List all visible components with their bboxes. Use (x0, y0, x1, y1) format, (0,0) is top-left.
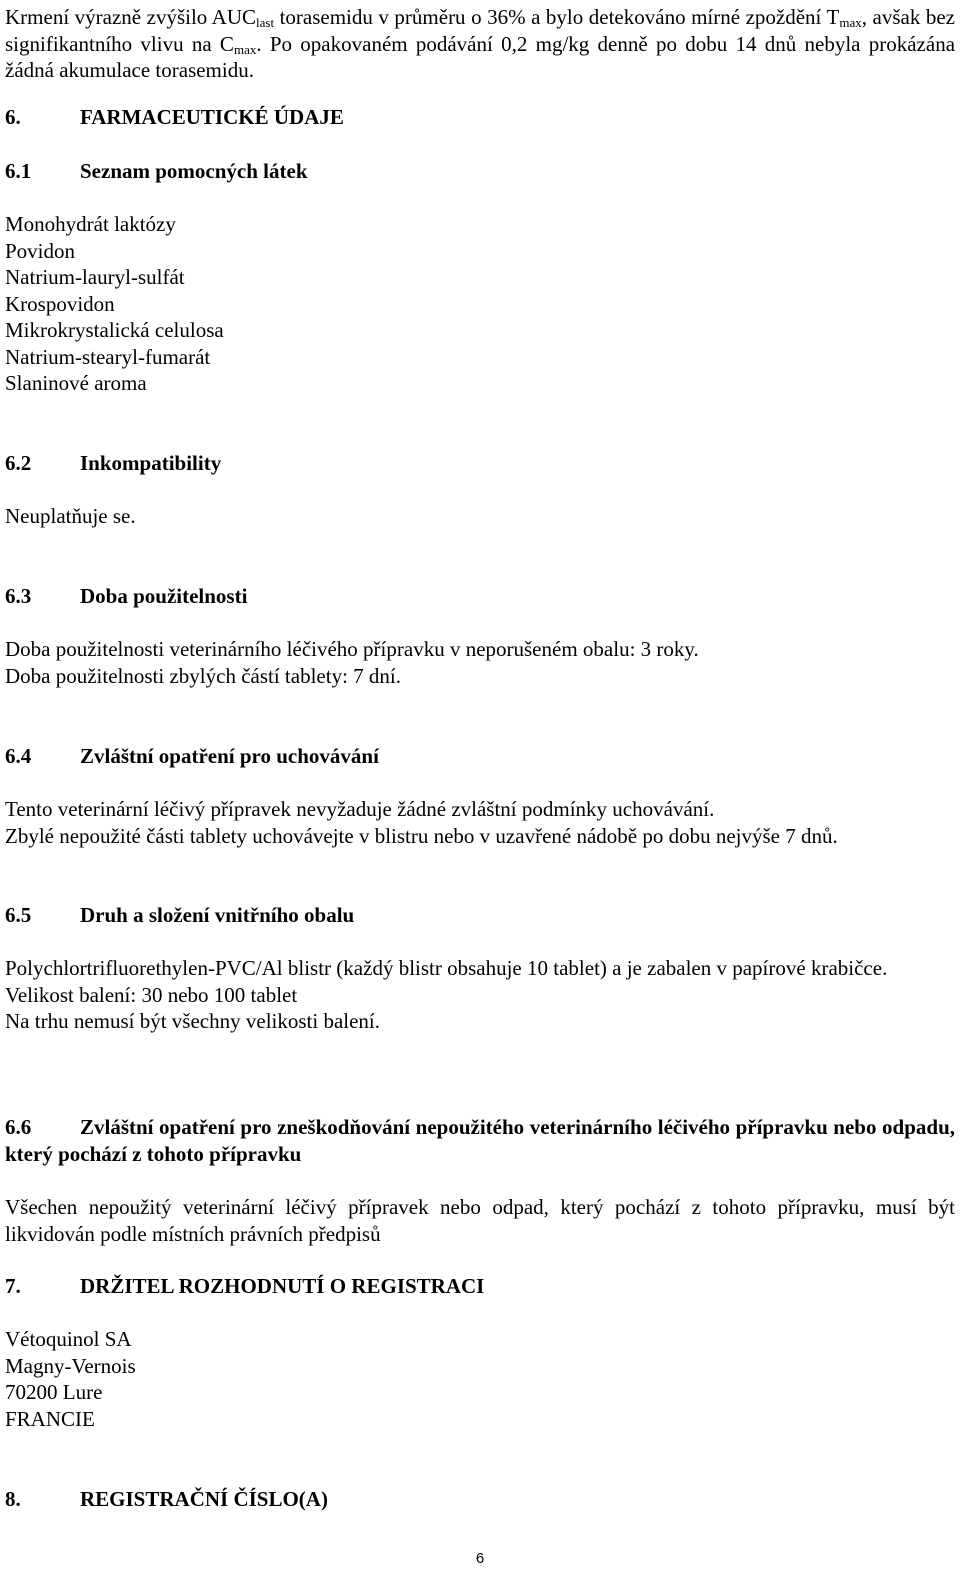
section-6-2-heading: 6.2 Inkompatibility (5, 451, 222, 475)
incompatibility-text: Neuplatňuje se. (5, 504, 136, 528)
section-6-1-heading: 6.1 Seznam pomocných látek (5, 159, 308, 183)
section-6-heading: 6. FARMACEUTICKÉ ÚDAJE (5, 105, 344, 129)
excipient-item: Monohydrát laktózy (5, 212, 176, 236)
excipient-item: Krospovidon (5, 291, 115, 316)
section-6-6-heading: 6.6 Zvláštní opatření pro zneškodňování nepoužitého veterinárního léčivého přípravku nebo odpadu, který pochází z tohoto přípravku (5, 1115, 955, 1166)
section-6-3-heading: 6.3 Doba použitelnosti (5, 584, 248, 608)
excipient-item: Mikrokrystalická celulosa (5, 318, 224, 342)
section-7-heading: 7. DRŽITEL ROZHODNUTÍ O REGISTRACI (5, 1274, 485, 1298)
holder-address: Vétoquinol SA Magny-Vernois 70200 Lure FRANCIE (5, 1327, 136, 1431)
section-6-5-heading: 6.5 Druh a složení vnitřního obalu (5, 903, 355, 927)
section-6-4-heading: 6.4 Zvláštní opatření pro uchovávání (5, 744, 379, 768)
excipient-item: Natrium-lauryl-sulfát (5, 265, 185, 289)
excipient-item: Povidon (5, 238, 76, 263)
shelf-life-text: Doba použitelnosti veterinárního léčivého přípravku v neporušeném obalu: 3 roky. Doba použitelnosti zbylých částí tablety: 7 dní. (5, 637, 699, 688)
excipient-item: Slaninové aroma (5, 371, 147, 395)
intro-paragraph: Krmení výrazně zvýšilo $AUC_{last}$ torasemidu v průměru o 36% a bylo detekováno mírné zpoždění $T_{max}$, avšak bez signifikantního vlivu na $C_{max}$. Po opakovaném podávání 0,2 mg/kg denně po dobu 14 dnů nebyla prokázána žádná akumulace torasemidu. (5, 5, 956, 82)
storage-text: Tento veterinární léčivý přípravek nevyžaduje žádné zvláštní podmínky uchovávání. Zbylé nepoužité části tablety uchovávejte v blistru nebo v uzavřené nádobě po dobu nejvýše 7 dnů. (5, 797, 838, 848)
disposal-text: Všechen nepoužitý veterinární léčivý přípravek nebo odpad, který pochází z tohoto přípravku, musí být likvidován podle místních právních předpisů (5, 1195, 955, 1246)
excipient-item: Natrium-stearyl-fumarát (5, 344, 211, 369)
packaging-text: Polychlortrifluorethylen-PVC/Al blistr (každý blistr obsahuje 10 tablet) a je zabalen v papírové krabičce. Velikost balení: 30 nebo 100 tablet Na trhu nemusí být všechny velikosti balení. (5, 956, 888, 1033)
section-8-heading: 8. REGISTRAČNÍ ČÍSLO(A) (5, 1487, 328, 1511)
excipient-list (5, 211, 955, 397)
page-number: 6 (475, 1550, 485, 1567)
